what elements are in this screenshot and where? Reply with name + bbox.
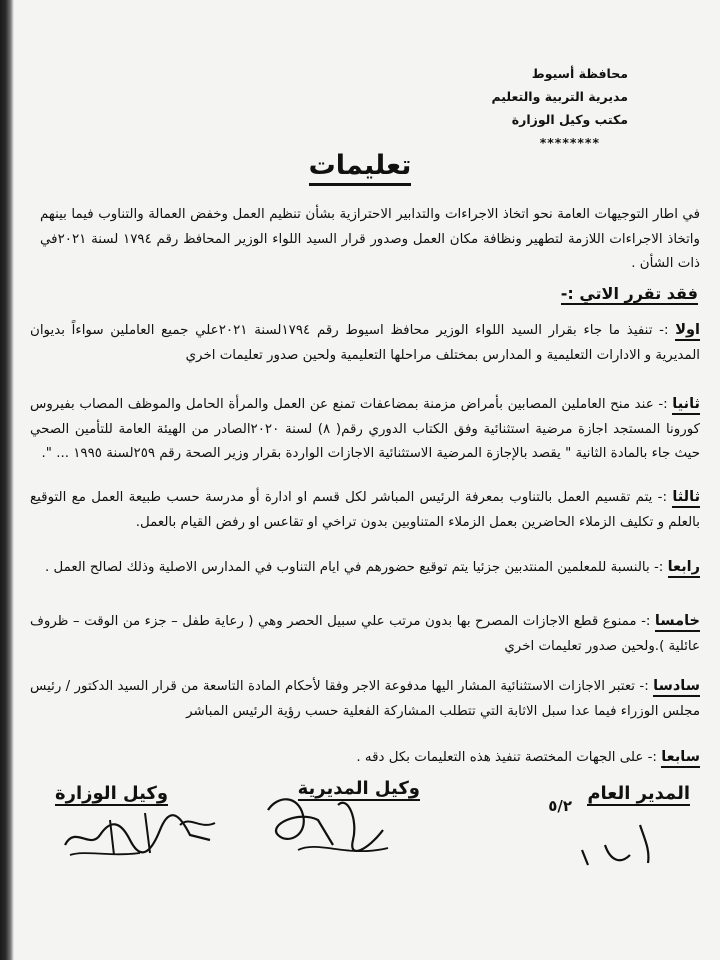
item-label: اولا: [675, 322, 700, 341]
item-text: :- بالنسبة للمعلمين المنتدبين جزئيا يتم توقيع حضورهم في ايام التناوب في المدارس الاصلية وذلك لصالح العمل .: [44, 560, 664, 575]
item-label: ثالثا: [672, 489, 700, 508]
decided-heading: [561, 284, 698, 303]
letterhead-stars: ********: [539, 135, 600, 150]
signature-title-text: المدير العام: [587, 783, 690, 804]
item-text: :- على الجهات المختصة تنفيذ هذه التعليمات بكل دقه .: [356, 750, 657, 765]
signature-general-manager: [570, 815, 660, 870]
item-label: سابعا: [661, 749, 700, 768]
instruction-item-4: [30, 555, 700, 581]
instruction-item-6: [30, 674, 700, 724]
handwritten-date: ٥/٢: [548, 797, 572, 815]
letterhead-directorate: مديرية التربية والتعليم: [491, 89, 628, 104]
instruction-item-1: [30, 318, 700, 368]
letterhead-office: مكتب وكيل الوزارة: [511, 112, 628, 127]
item-text: :- يتم تقسيم العمل بالتناوب بمعرفة الرئيس المباشر لكل قسم او ادارة أو مدرسة حسب طبيعة العمل مع التوقيع بالعلم و تكليف الزملاء الحاضرين بعمل الزملاء المتناوبين بدون تراخي او تقاعس او رفض القيام بالعمل.: [30, 490, 700, 530]
letterhead-governorate: محافظة أسيوط: [531, 66, 628, 81]
instruction-item-5: [30, 609, 700, 659]
intro-paragraph: في اطار التوجيهات العامة نحو اتخاذ الاجراءات والتدابير الاحترازية بشأن تنظيم العمل وخفض العمالة والتناوب فيما بينهم واتخاذ الاجراءات اللازمة لتطهير ونظافة مكان العمل وصدور قرار السيد اللواء الوزير المحافظ رقم ١٧٩٤ لسنة ٢٠٢١في ذات الشأن .: [40, 207, 700, 272]
item-text: :- ممنوع قطع الاجازات المصرح بها بدون مرتب علي سبيل الحصر وهي ( رعاية طفل – جزء من الوقت – ظروف عائلية ).ولحين صدور تعليمات اخري: [30, 614, 700, 654]
item-label: خامسا: [655, 613, 700, 632]
item-text: :- تعتبر الاجازات الاستثنائية المشار اليها مدفوعة الاجر وفقا لأحكام المادة التاسعة من قرار السيد الدكتور / رئيس مجلس الوزراء فيما عدا سبل الاثابة التي تتطلب المشاركة الفعلية حسب رؤية الرئيس المباشر: [30, 679, 700, 719]
signature-title-ministry-deputy: [55, 783, 168, 804]
signature-title-text: وكيل الوزارة: [55, 783, 169, 804]
item-label: رابعا: [668, 559, 700, 578]
instruction-item-7: [30, 745, 700, 771]
signature-directorate-deputy: [258, 790, 408, 860]
instruction-item-3: [30, 485, 700, 535]
document-title: [0, 150, 720, 181]
signature-title-general-manager: [587, 783, 690, 804]
instruction-item-2: [30, 392, 700, 467]
item-label: سادسا: [653, 678, 700, 697]
item-text: :- تنفيذ ما جاء بقرار السيد اللواء الوزير محافظ اسيوط رقم ١٧٩٤لسنة ٢٠٢١علي جميع العاملين سواءاً بديوان المديرية و الادارات التعليمية و المدارس بمختلف مراحلها التعليمية ولحين صدور تعليمات اخري: [30, 323, 700, 363]
item-text: :- عند منح العاملين المصابين بأمراض مزمنة بمضاعفات تمنع عن العمل والمرأة الحامل والموظف المصاب بفيروس كورونا المستجد اجازة مرضية استثنائية وفق الكتاب الدوري رقم( ٨) لسنة ٢٠٢٠الصادر من الهيئة العامة للتأمين الصحي حيث جاء بالمادة الثانية " يقصد بالإجازة المرضية الاستثنائية الاجازات الواردة بقرار وزير الصحة رقم ٢٥٩لسنة ١٩٩٥ ... ".: [30, 397, 700, 462]
signature-title-text: وكيل المديرية: [297, 778, 420, 799]
decided-heading-text: فقد تقرر الاتي :-: [560, 284, 698, 303]
item-label: ثانيا: [672, 396, 700, 415]
signature-ministry-deputy: [50, 805, 240, 860]
document-title-text: تعليمات: [309, 150, 412, 186]
letterhead: [448, 62, 628, 154]
